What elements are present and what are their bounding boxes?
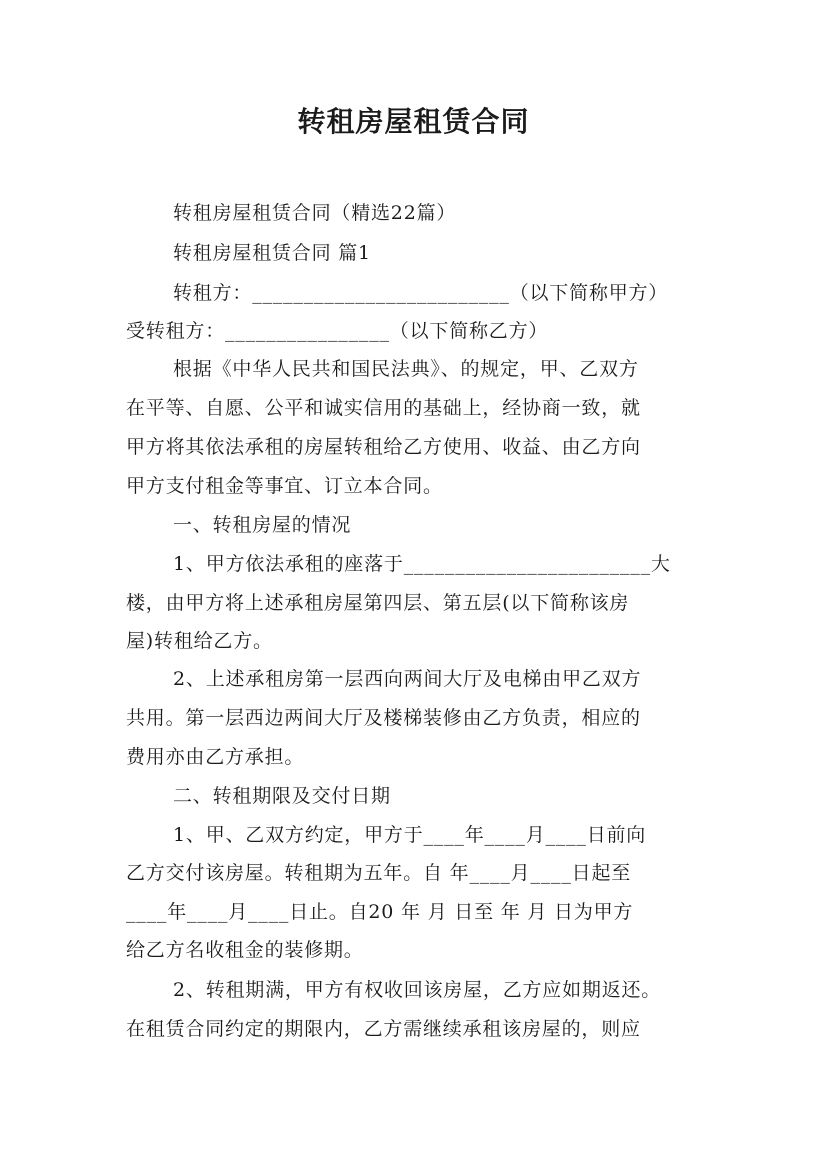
body-line: 1、甲、乙双方约定，甲方于____年____月____日前向 [173, 824, 647, 846]
body-line: ____年____月____日止。自20 年 月 日至 年 月 日为甲方 [126, 901, 634, 923]
body-line: 根据《中华人民共和国民法典》、的规定，甲、乙双方 [173, 358, 639, 380]
document-title: 转租房屋租赁合同 [297, 105, 530, 138]
body-line: 给乙方名收租金的装修期。 [126, 939, 364, 961]
body-line: 二、转租期限及交付日期 [173, 785, 391, 807]
body-line: 在平等、自愿、公平和诚实信用的基础上，经协商一致，就 [126, 397, 641, 419]
body-line: 费用亦由乙方承担。 [126, 746, 305, 768]
body-line: 甲方支付租金等事宜、订立本合同。 [126, 475, 443, 497]
body-line: 1、甲方依法承租的座落于________________________大 [173, 553, 671, 575]
body-line: 2、上述承租房第一层西向两间大厅及电梯由甲乙双方 [173, 668, 642, 690]
body-line: 屋)转租给乙方。 [126, 630, 273, 652]
body-line: 甲方将其依法承租的房屋转租给乙方使用、收益、由乙方向 [126, 436, 641, 458]
body-line: 楼，由甲方将上述承租房屋第四层、第五层(以下简称该房 [126, 592, 630, 614]
body-line: 2、转租期满，甲方有权收回该房屋，乙方应如期返还。 [173, 979, 662, 1001]
body-line: 在租赁合同约定的期限内，乙方需继续承租该房屋的，则应 [126, 1018, 641, 1040]
body-line: 一、转租房屋的情况 [173, 514, 352, 536]
body-line: 受转租方：________________（以下简称乙方） [126, 320, 549, 342]
body-line: 转租房屋租赁合同（精选22篇） [173, 202, 457, 224]
body-line: 乙方交付该房屋。转租期为五年。自 年____月____日起至 [126, 862, 632, 884]
body-line: 转租方：_________________________（以下简称甲方） [173, 282, 669, 304]
body-line: 共用。第一层西边两间大厅及楼梯装修由乙方负责，相应的 [126, 707, 641, 729]
body-line: 转租房屋租赁合同 篇1 [173, 242, 371, 264]
